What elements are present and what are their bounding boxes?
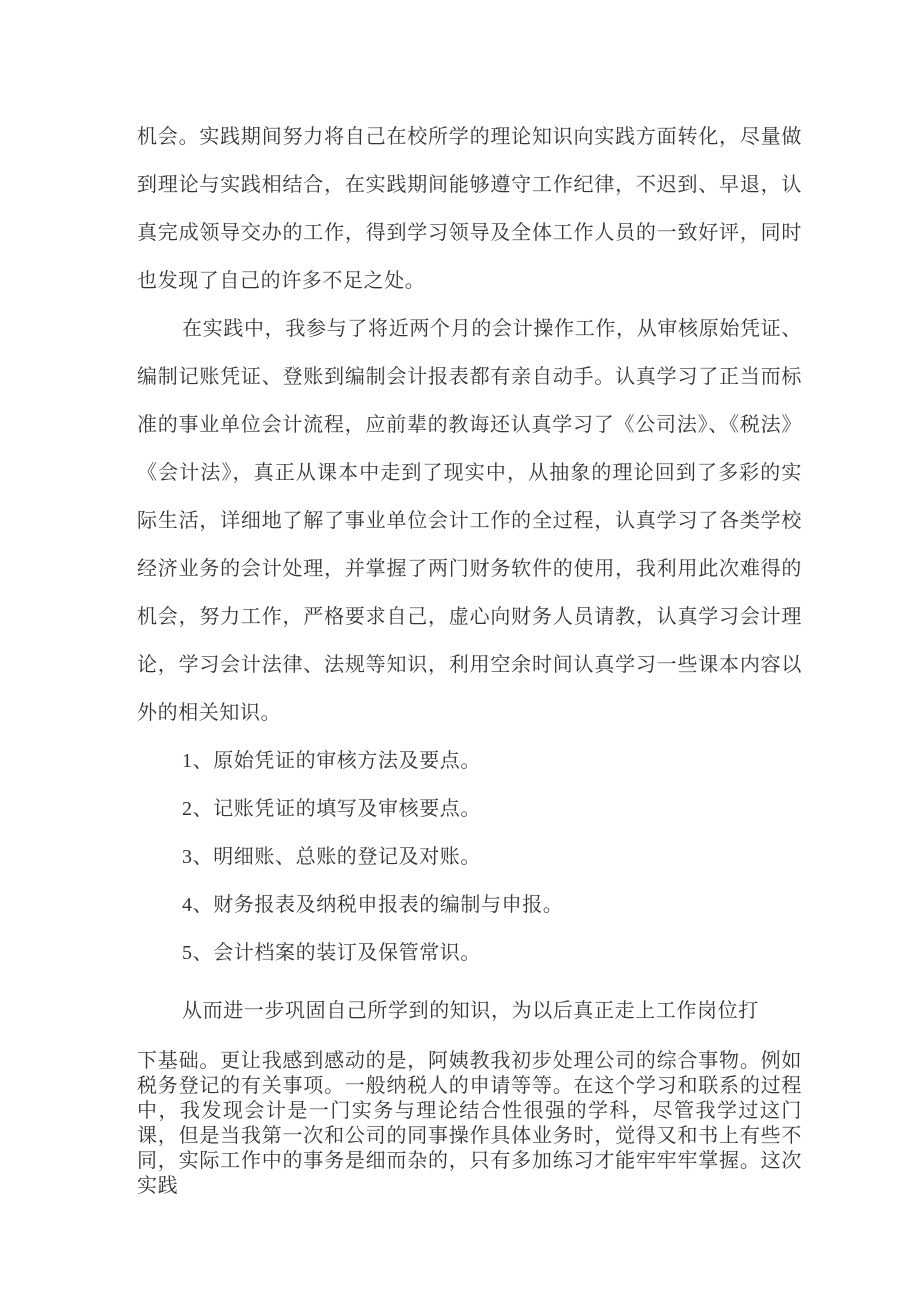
paragraph-closing-dense: 下基础。更让我感到感动的是，阿姨教我初步处理公司的综合事物。例如税务登记的有关事项。一般纳税人的申请等等。在这个学习和联系的过程中，我发现会计是一门实务与理论结合性很强的学科，尽管我学过这门课，但是当我第一次和公司的同事操作具体业务时，觉得又和书上有些不同，实际工作中的事务是细而杂的，只有多加练习才能牢牢牢掌握。这次实践 [137, 1050, 802, 1197]
list-item-5: 5、会计档案的装订及保管常识。 [182, 942, 481, 964]
list-item-2: 2、记账凭证的填写及审核要点。 [182, 798, 481, 820]
paragraph-practice-detail: 在实践中，我参与了将近两个月的会计操作工作，从审核原始凭证、编制记账凭证、登账到编制会计报表都有亲自动手。认真学习了正当而标准的事业单位会计流程，应前辈的教诲还认真学习了《公司法》、《税法》《会计法》，真正从课本中走到了现实中，从抽象的理论回到了多彩的实际生活，详细地了解了事业单位会计工作的全过程，认真学习了各类学校经济业务的会计处理，并掌握了两门财务软件的使用，我利用此次难得的机会，努力工作，严格要求自己，虚心向财务人员请教，认真学习会计理论，学习会计法律、法规等知识，利用空余时间认真学习一些课本内容以外的相关知识。 [137, 318, 802, 724]
list-item-1: 1、原始凭证的审核方法及要点。 [182, 750, 481, 772]
paragraph-consolidate-line: 从而进一步巩固自己所学到的知识，为以后真正走上工作岗位打 [182, 1000, 759, 1022]
list-item-4: 4、财务报表及纳税申报表的编制与申报。 [182, 894, 564, 916]
paragraph-opening-continuation: 机会。实践期间努力将自己在校所学的理论知识向实践方面转化，尽量做到理论与实践相结合，在实践期间能够遵守工作纪律，不迟到、早退，认真完成领导交办的工作，得到学习领导及全体工作人员的一致好评，同时也发现了自己的许多不足之处。 [137, 126, 802, 292]
list-item-3: 3、明细账、总账的登记及对账。 [182, 846, 481, 868]
